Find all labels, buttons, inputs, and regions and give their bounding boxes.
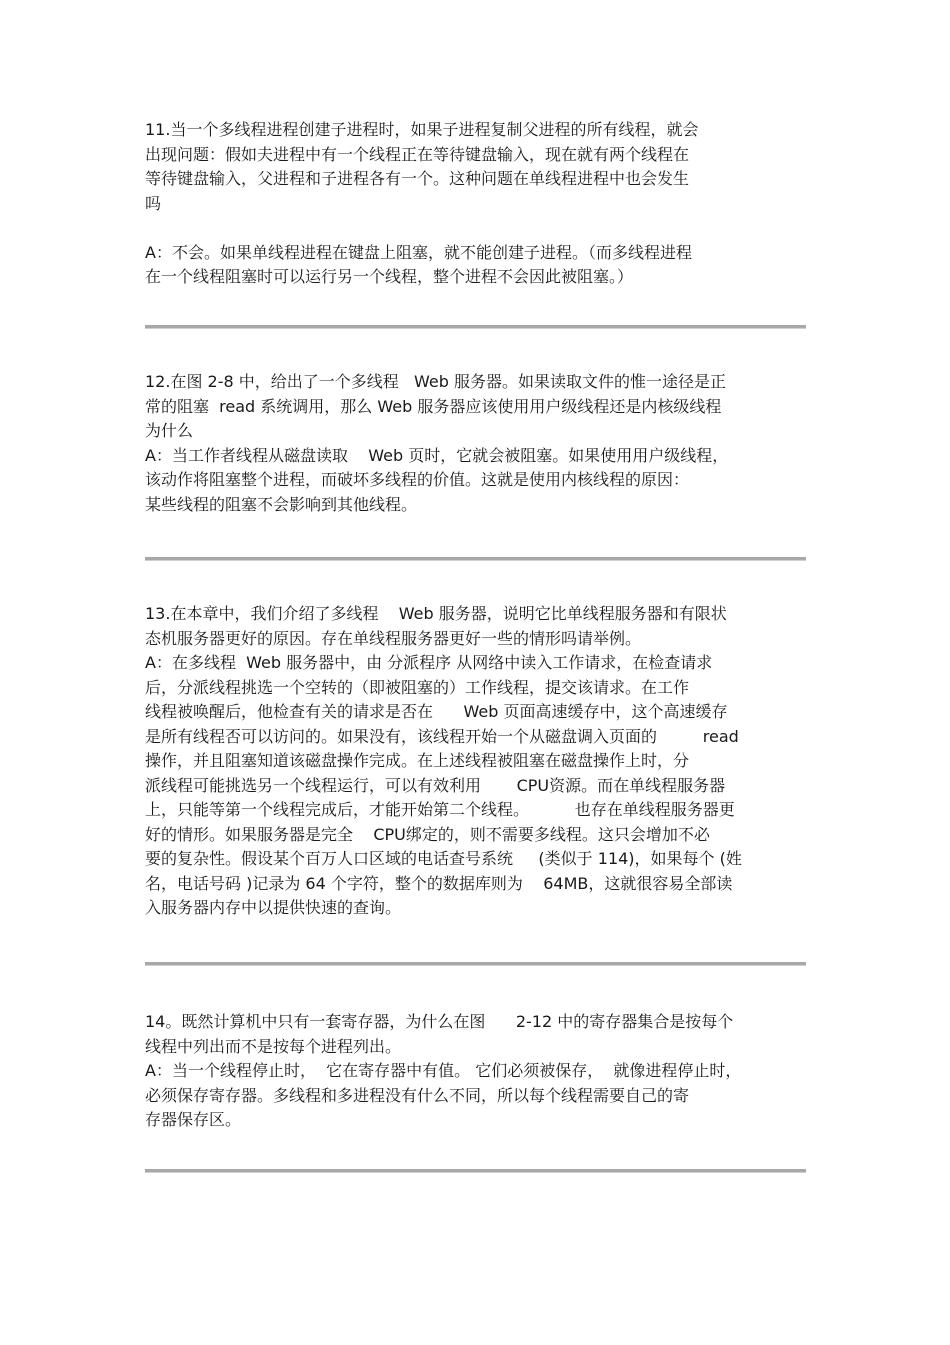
answer-13-line-3: 线程被唤醒后，他检查有关的请求是否在 Web 页面高速缓存中，这个高速缓存 xyxy=(145,702,728,721)
section-divider xyxy=(145,557,806,561)
question-12-line-3: 为什么 xyxy=(145,421,194,440)
answer-13-line-2: 后，分派线程挑选一个空转的（即被阻塞的）工作线程，提交该请求。在工作 xyxy=(145,677,690,697)
question-11-line-4: 吗 xyxy=(145,193,162,213)
answer-13-line-6: 派线程可能挑选另一个线程运行，可以有效利用 CPU资源。而在单线程服务器 xyxy=(145,775,726,795)
question-12-line-1: 12.在图 2-8 中，给出了一个多线程 Web 服务器。如果读取文件的惟一途径是正 xyxy=(145,372,726,391)
question-13-block xyxy=(145,602,815,921)
section-divider xyxy=(145,325,806,329)
answer-11-line-2: 在一个线程阻塞时可以运行另一个线程，整个进程不会因此被阻塞。） xyxy=(145,267,634,286)
answer-13-line-5: 操作，并且阻塞知道该磁盘操作完成。在上述线程被阻塞在磁盘操作上时，分 xyxy=(145,751,690,770)
question-11-line-1: 11.当一个多线程进程创建子进程时，如果子进程复制父进程的所有线程，就会 xyxy=(145,120,699,139)
answer-14-line-2: 必须保存寄存器。多线程和多进程没有什么不同，所以每个线程需要自己的寄 xyxy=(145,1085,690,1105)
answer-14-line-3: 存器保存区。 xyxy=(145,1110,242,1129)
answer-13-line-7: 上，只能等第一个线程完成后，才能开始第二个线程。 也存在单线程服务器更 xyxy=(145,800,735,819)
answer-12-line-3: 某些线程的阻塞不会影响到其他线程。 xyxy=(145,494,418,514)
question-12-line-2: 常的阻塞 read 系统调用，那么 Web 服务器应该使用用户级线程还是内核级线程 xyxy=(145,396,722,416)
question-13-line-2: 态机服务器更好的原因。存在单线程服务器更好一些的情形吗请举例。 xyxy=(145,628,642,648)
answer-11-line-1: A：不会。如果单线程进程在键盘上阻塞，就不能创建子进程。（而多线程进程 xyxy=(145,242,692,262)
answer-12-line-2: 该动作将阻塞整个进程，而破坏多线程的价值。这就是使用内核线程的原因： xyxy=(145,470,690,489)
question-14-block xyxy=(145,1010,815,1133)
answer-12-line-1: A：当工作者线程从磁盘读取 Web 页时，它就会被阻塞。如果使用用户级线程， xyxy=(145,445,729,465)
section-divider xyxy=(145,962,806,966)
answer-13-line-8: 好的情形。如果服务器是完全 CPU绑定的，则不需要多线程。这只会增加不必 xyxy=(145,824,710,844)
question-11-line-3: 等待键盘输入，父进程和子进程各有一个。这种问题在单线程进程中也会发生 xyxy=(145,169,690,188)
question-11-line-2: 出现问题：假如夫进程中有一个线程正在等待键盘输入，现在就有两个线程在 xyxy=(145,144,690,164)
question-14-line-2: 线程中列出而不是按每个进程列出。 xyxy=(145,1036,402,1056)
answer-14-line-1: A：当一个线程停止时， 它在寄存器中有值。 它们必须被保存， 就像进程停止时， xyxy=(145,1061,742,1080)
question-14-line-1: 14。既然计算机中只有一套寄存器，为什么在图 2-12 中的寄存器集合是按每个 xyxy=(145,1012,734,1031)
answer-13-line-1: A：在多线程 Web 服务器中，由 分派程序 从网络中读入工作请求，在检查请求 xyxy=(145,653,713,672)
question-11-block xyxy=(145,118,815,290)
answer-13-line-11: 入服务器内存中以提供快速的查询。 xyxy=(145,898,402,917)
spacer xyxy=(145,216,815,241)
section-divider xyxy=(145,1169,806,1173)
answer-13-line-9: 要的复杂性。假设某个百万人口区域的电话查号系统 (类似于 114)，如果每个 (姓 xyxy=(145,849,742,868)
answer-13-line-10: 名，电话号码 )记录为 64 个字符，整个的数据库则为 64MB，这就很容易全部读 xyxy=(145,873,733,893)
question-12-block xyxy=(145,370,815,517)
question-13-line-1: 13.在本章中，我们介绍了多线程 Web 服务器，说明它比单线程服务器和有限状 xyxy=(145,604,727,623)
answer-13-line-4: 是所有线程否可以访问的。如果没有，该线程开始一个从磁盘调入页面的 read xyxy=(145,726,739,746)
